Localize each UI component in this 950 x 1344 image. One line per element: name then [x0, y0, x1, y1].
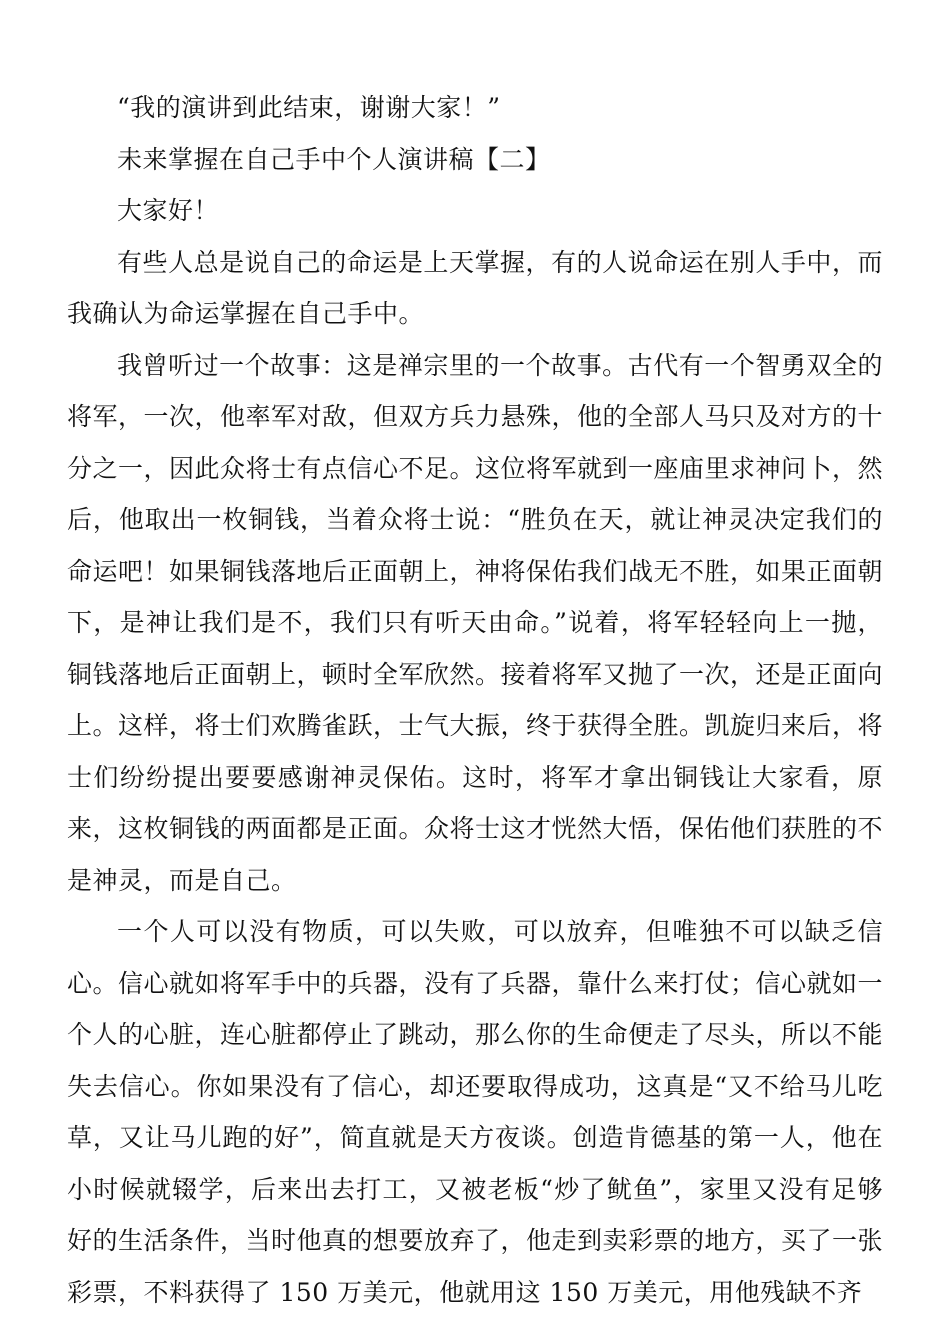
greeting-paragraph: 大家好！ [117, 196, 220, 225]
body-paragraph: 一个人可以没有物质，可以失败，可以放弃，但唯独不可以缺乏信心。信心就如将军手中的兵器，没有了兵器，靠什么来打仗；信心就如一个人的心脏，连心脏都停止了跳动，那么你的生命便走了尽头，所以不能失去信心。你如果没有了信心，却还要取得成功，这真是“又不给马儿吃草，又让马儿跑的好”，简直就是天方夜谈。创造肯德基的第一人，他在小时候就辍学，后来出去打工，又被老板“炒了鱿鱼”，家里又没有足够好的生活条件，当时他真的想要放弃了，他走到卖彩票的地方，买了一张彩票，不料获得了 150 万美元，他就用这 150 万美元，用他残缺不齐 [67, 917, 884, 1307]
story-paragraph: 我曾听过一个故事：这是禅宗里的一个故事。古代有一个智勇双全的将军，一次，他率军对敌，但双方兵力悬殊，他的全部人马只及对方的十分之一，因此众将士有点信心不足。这位将军就到一座庙里求神问卜，然后，他取出一枚铜钱，当着众将士说：“胜负在天，就让神灵决定我们的命运吧！如果铜钱落地后正面朝上，神将保佑我们战无不胜，如果正面朝下，是神让我们是不，我们只有听天由命。”说着，将军轻轻向上一抛，铜钱落地后正面朝上，顿时全军欣然。接着将军又抛了一次，还是正面向上。这样，将士们欢腾雀跃，士气大振，终于获得全胜。凯旋归来后，将士们纷纷提出要要感谢神灵保佑。这时，将军才拿出铜钱让大家看，原来，这枚铜钱的两面都是正面。众将士这才恍然大悟，保佑他们获胜的不是神灵，而是自己。 [67, 350, 884, 895]
body-paragraph: 有些人总是说自己的命运是上天掌握，有的人说命运在别人手中，而我确认为命运掌握在自己手中。 [67, 247, 883, 328]
speech-title: 未来掌握在自己手中个人演讲稿【二】 [117, 144, 551, 174]
closing-quote-paragraph: “我的演讲到此结束，谢谢大家！” [117, 93, 501, 122]
document-body [67, 82, 883, 1318]
